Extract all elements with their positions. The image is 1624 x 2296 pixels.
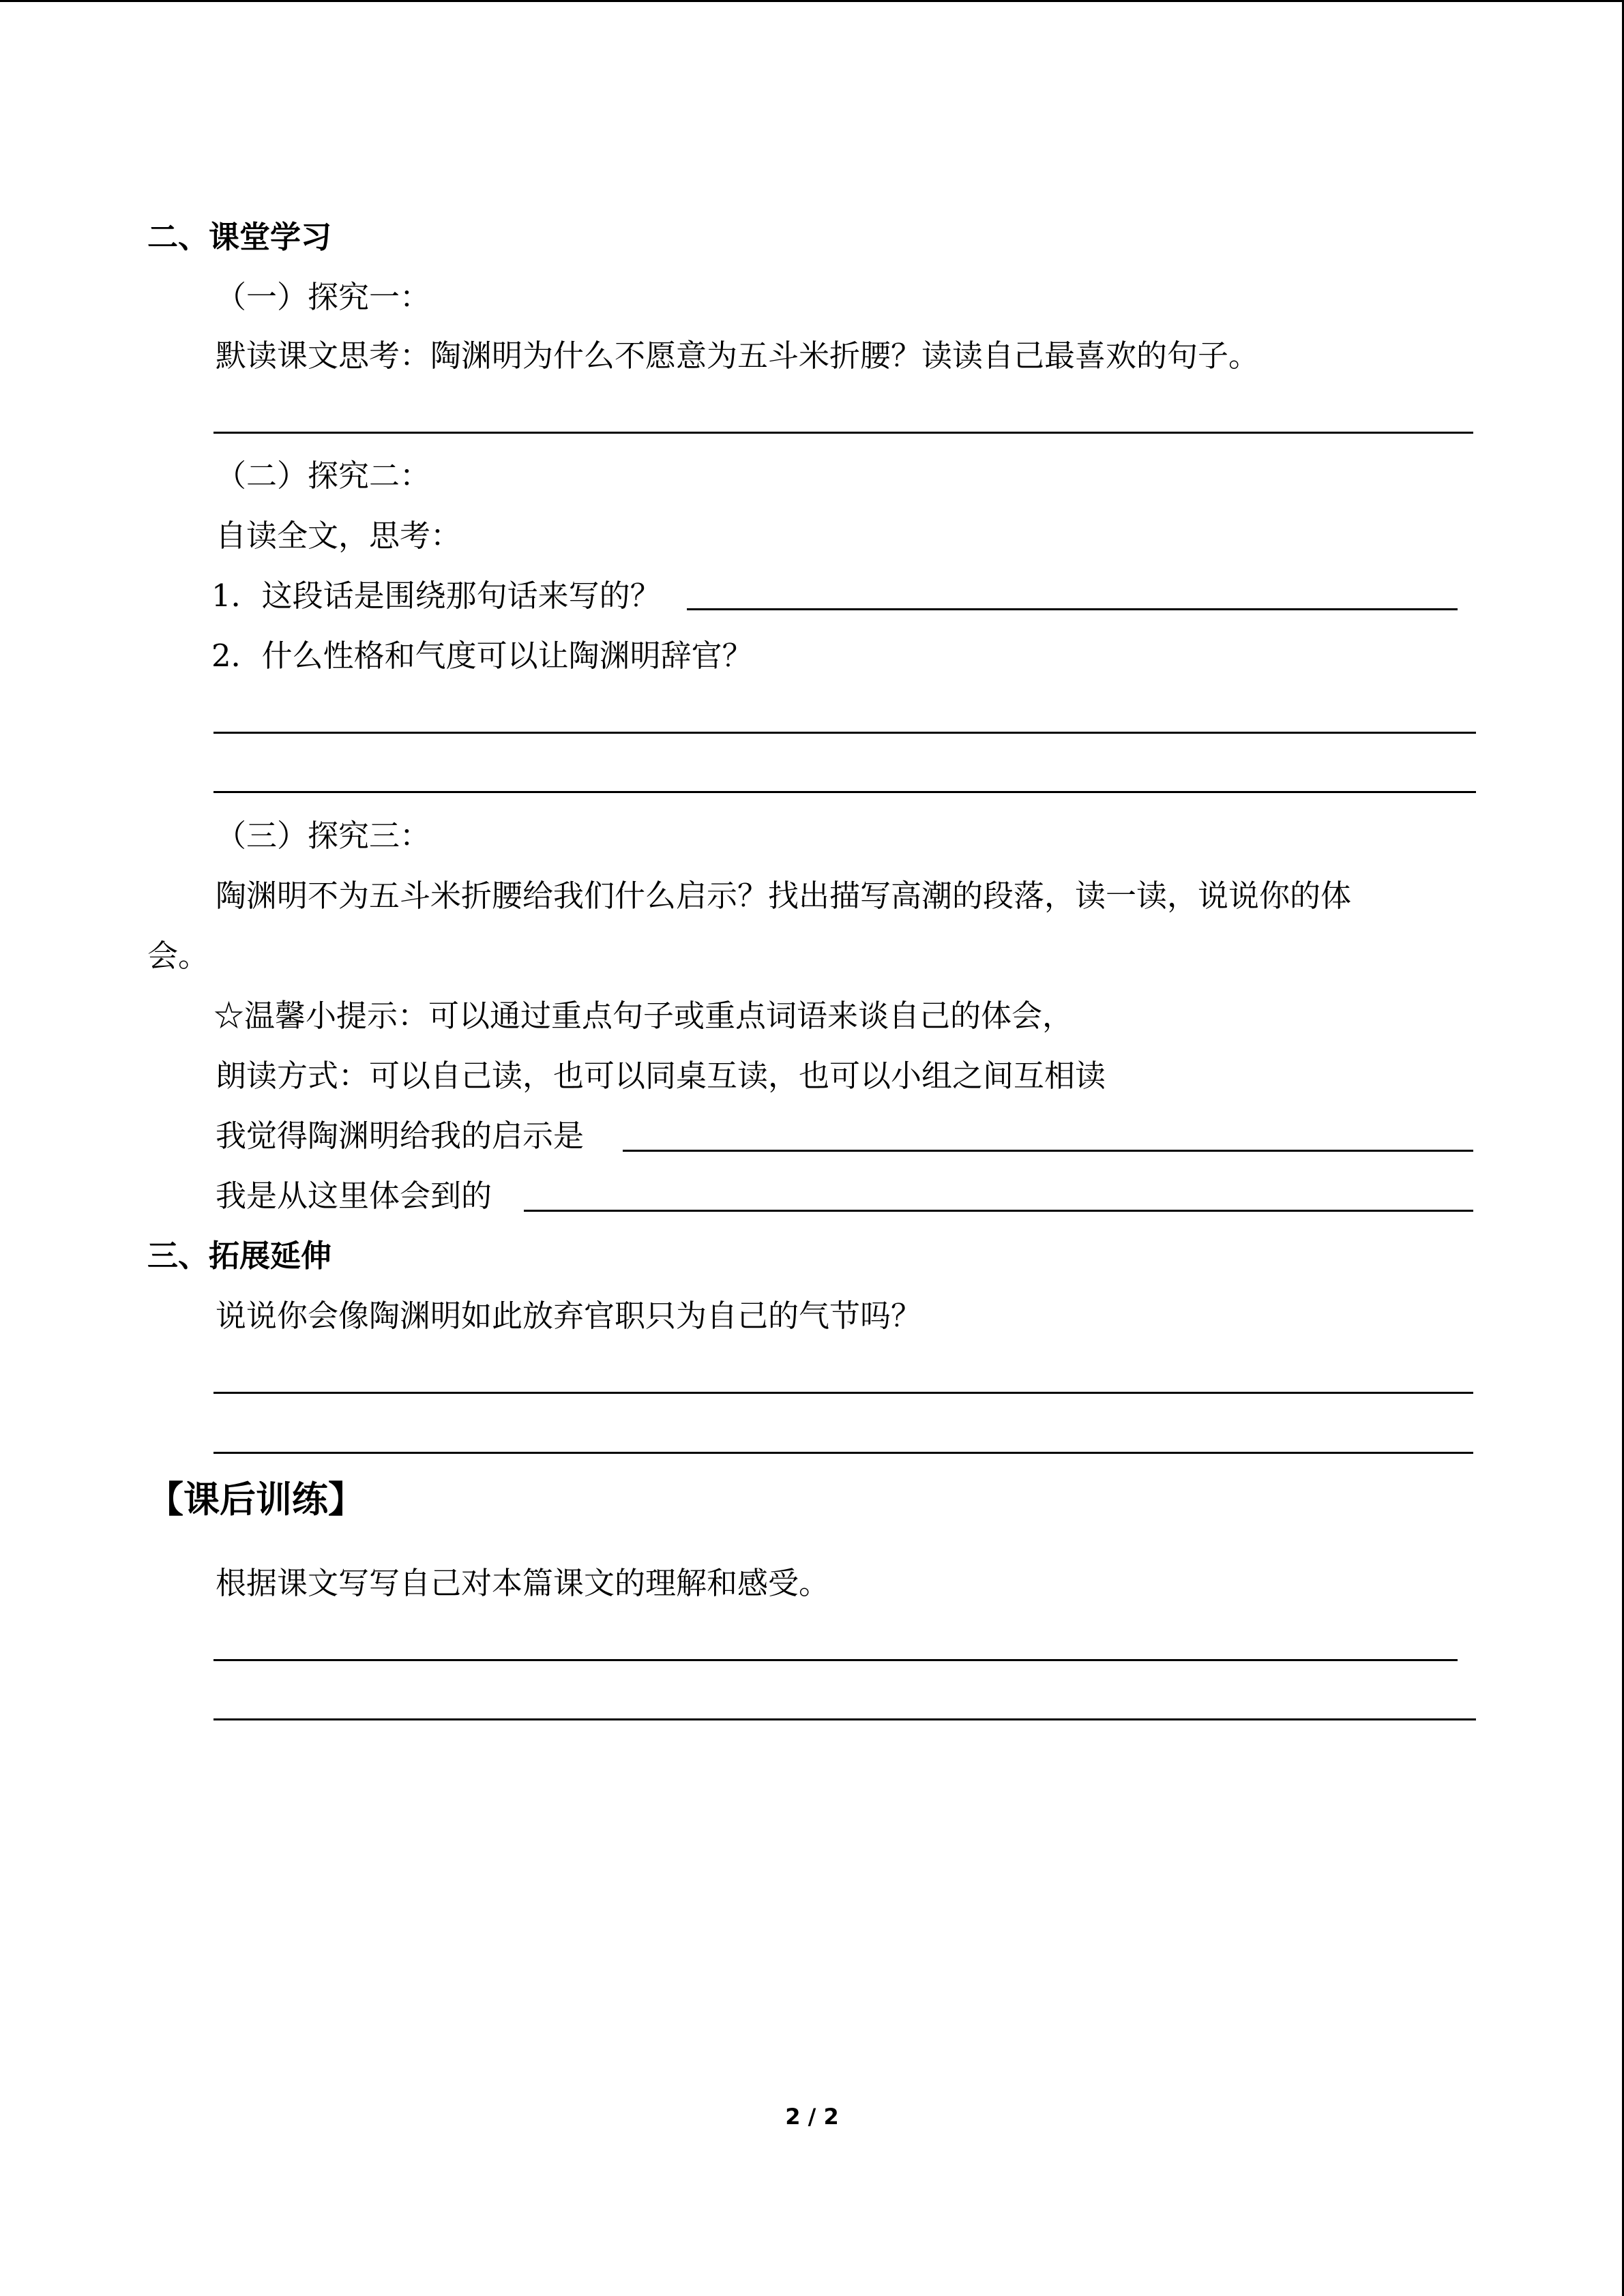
answer-line-explore2-q1[interactable] (687, 608, 1458, 610)
explore3-label: （三）探究三： (216, 818, 431, 854)
explore3-prompt-line1: 陶渊明不为五斗米折腰给我们什么启示？找出描写高潮的段落，读一读，说说你的体 (216, 878, 1352, 914)
after-class-prompt: 根据课文写写自己对本篇课文的理解和感受。 (216, 1565, 830, 1601)
answer-line-extension-a[interactable] (213, 1392, 1473, 1394)
section-heading-classroom-study: 二、课堂学习 (147, 219, 332, 255)
tip-text: ☆温馨小提示：可以通过重点句子或重点词语来谈自己的体会， (213, 998, 1074, 1034)
answer-line-insight[interactable] (623, 1150, 1473, 1152)
source-prompt: 我是从这里体会到的 (216, 1178, 492, 1214)
explore2-question-2: 2．什么性格和气度可以让陶渊明辞官？ (211, 638, 753, 674)
explore2-label: （二）探究二： (216, 458, 431, 494)
answer-line-explore2-q2-a[interactable] (213, 732, 1476, 734)
answer-line-after-class-a[interactable] (213, 1659, 1458, 1661)
section-heading-after-class: 【课后训练】 (147, 1479, 364, 1521)
insight-prompt: 我觉得陶渊明给我的启示是 (216, 1118, 585, 1154)
explore3-prompt-line2: 会。 (147, 938, 209, 974)
explore2-question-1: 1．这段话是围绕那句话来写的？ (211, 578, 661, 614)
answer-line-explore2-q2-b[interactable] (213, 791, 1476, 793)
reading-mode-text: 朗读方式：可以自己读，也可以同桌互读，也可以小组之间互相读 (216, 1058, 1106, 1094)
page-number: 2 / 2 (785, 2104, 839, 2130)
section-heading-extension: 三、拓展延伸 (147, 1238, 332, 1274)
explore1-label: （一）探究一： (216, 279, 431, 315)
explore1-prompt: 默读课文思考：陶渊明为什么不愿意为五斗米折腰？读读自己最喜欢的句子。 (216, 338, 1260, 374)
answer-line-explore1[interactable] (213, 432, 1473, 434)
page-border-top (0, 0, 1624, 2)
extension-prompt: 说说你会像陶渊明如此放弃官职只为自己的气节吗？ (216, 1298, 922, 1334)
explore2-intro: 自读全文，思考： (216, 518, 462, 554)
answer-line-after-class-b[interactable] (213, 1718, 1476, 1720)
answer-line-source[interactable] (524, 1210, 1473, 1212)
answer-line-extension-b[interactable] (213, 1452, 1473, 1454)
